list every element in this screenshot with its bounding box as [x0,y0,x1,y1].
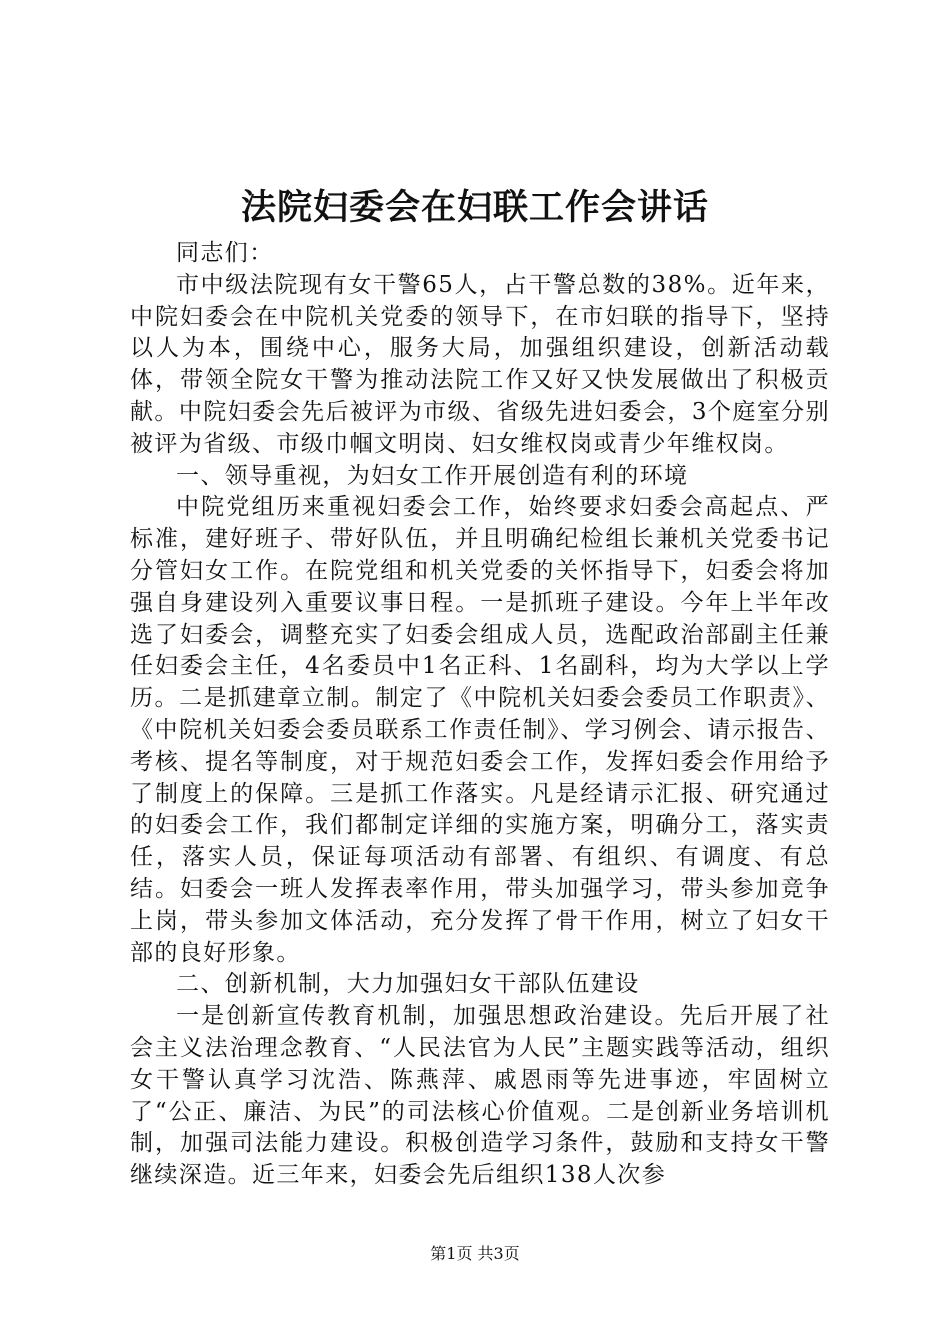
section-heading-2: 二、创新机制，大力加强妇女干部队伍建设 [176,971,640,998]
document-title: 法院妇委会在妇联工作会讲话 [240,187,709,228]
section-2-paragraph: 一是创新宣传教育机制，加强思想政治建设。先后开展了社会主义法治理念教育、“人民法官为人民”主题实践等活动，组织女干警认真学习沈浩、陈燕萍、戚恩雨等先进事迹，牢固树立了“公正、廉洁、为民”的司法核心价值观。二是创新业务培训机制，加强司法能力建设。积极创造学习条件，鼓励和支持女干警继续深造。近三年来，妇委会先后组织138人次参 [130,1003,830,1189]
section-1-paragraph: 中院党组历来重视妇委会工作，始终要求妇委会高起点、严标准，建好班子、带好队伍，并且明确纪检组长兼机关党委书记分管妇女工作。在院党组和机关党委的关怀指导下，妇委会将加强自身建设列入重要议事日程。一是抓班子建设。今年上半年改选了妇委会，调整充实了妇委会组成人员，选配政治部副主任兼任妇委会主任，4名委员中1名正科、1名副科，均为大学以上学历。二是抓建章立制。制定了《中院机关妇委会委员工作职责》、《中院机关妇委会委员联系工作责任制》、学习例会、请示报告、考核、提名等制度，对于规范妇委会工作，发挥妇委会作用给予了制度上的保障。三是抓工作落实。凡是经请示汇报、研究通过的妇委会工作，我们都制定详细的实施方案，明确分工，落实责任，落实人员，保证每项活动有部署、有组织、有调度、有总结。妇委会一班人发挥表率作用，带头加强学习，带头参加竞争上岗，带头参加文体活动，充分发挥了骨干作用，树立了妇女干部的良好形象。 [130,494,830,966]
document-body [130,238,830,1192]
section-heading-1: 一、领导重视，为妇女工作开展创造有利的环境 [176,462,689,489]
page-number-footer: 第1页 共3页 [430,1244,520,1263]
intro-paragraph: 市中级法院现有女干警65人，占干警总数的38%。近年来，中院妇委会在中院机关党委的领导下，在市妇联的指导下，坚持以人为本，围绕中心，服务大局，加强组织建设，创新活动载体，带领全院女干警为推动法院工作又好又快发展做出了积极贡献。中院妇委会先后被评为市级、省级先进妇委会，3个庭室分别被评为省级、市级巾帼文明岗、妇女维权岗或青少年维权岗。 [130,271,830,457]
salutation-paragraph: 同志们： [176,240,274,266]
